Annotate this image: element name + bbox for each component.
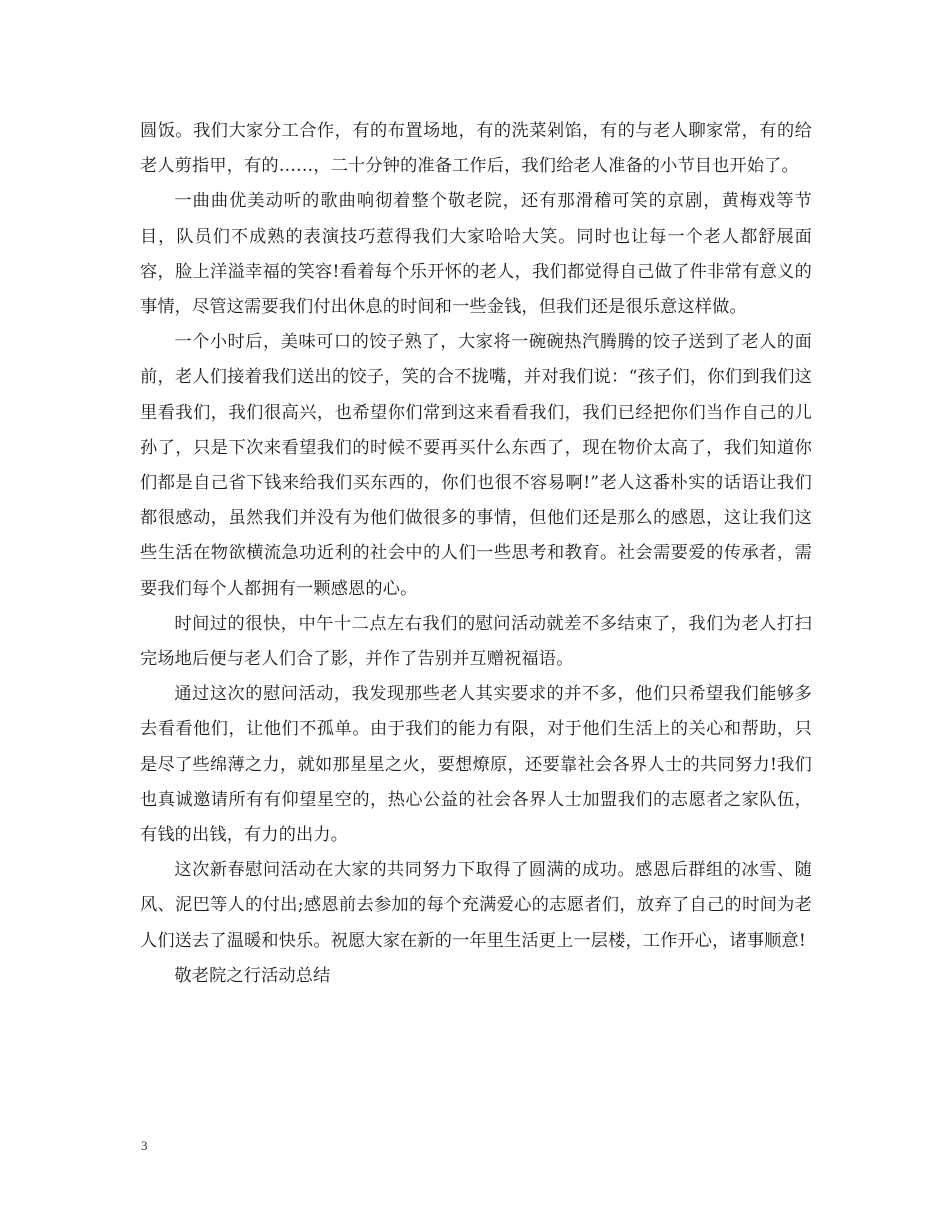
paragraph-dumplings: 一个小时后，美味可口的饺子熟了，大家将一碗碗热汽腾腾的饺子送到了老人的面前，老人们接着我们送出的饺子，笑的合不拢嘴，并对我们说：“孩子们，你们到我们这里看我们，我们很高兴，也希望你们常到这来看看我们，我们已经把你们当作自己的儿孙了，只是下次来看望我们的时候不要再买什么东西了，现在物价太高了，我们知道你们都是自己省下钱来给我们买东西的，你们也很不容易啊!”老人这番朴实的话语让我们都很感动，虽然我们并没有为他们做很多的事情，但他们还是那么的感恩，这让我们这些生活在物欲横流急功近利的社会中的人们一些思考和教育。社会需要爱的传承者，需要我们每个人都拥有一颗感恩的心。	[140, 332, 812, 599]
paragraph-reflection: 通过这次的慰问活动，我发现那些老人其实要求的并不多，他们只希望我们能够多去看看他们，让他们不孤单。由于我们的能力有限，对于他们生活上的关心和帮助，只是尽了些绵薄之力，就如那星星之火，要想燎原，还要靠社会各界人士的共同努力!我们也真诚邀请所有有仰望星空的，热心公益的社会各界人士加盟我们的志愿者之家队伍，有钱的出钱，有力的出力。	[140, 684, 812, 846]
document-body	[140, 114, 812, 994]
paragraph-performance: 一曲曲优美动听的歌曲响彻着整个敬老院，还有那滑稽可笑的京剧，黄梅戏等节目，队员们不成熟的表演技巧惹得我们大家哈哈大笑。同时也让每一个老人都舒展面容，脸上洋溢幸福的笑容!看着每个乐开怀的老人，我们都觉得自己做了件非常有意义的事情，尽管这需要我们付出休息的时间和一些金钱，但我们还是很乐意这样做。	[140, 191, 812, 318]
section-heading: 敬老院之行活动总结	[174, 965, 331, 986]
paragraph-thanks: 这次新春慰问活动在大家的共同努力下取得了圆满的成功。感恩后群组的冰雪、随风、泥巴等人的付出;感恩前去参加的每个充满爱心的志愿者们，放弃了自己的时间为老人们送去了温暖和快乐。祝愿大家在新的一年里生活更上一层楼，工作开心，诸事顺意!	[140, 860, 812, 951]
page-number: 3	[141, 1138, 148, 1153]
paragraph-continued: 圆饭。我们大家分工合作，有的布置场地，有的洗菜剁馅，有的与老人聊家常，有的给老人剪指甲，有的……，二十分钟的准备工作后，我们给老人准备的小节目也开始了。	[140, 121, 812, 177]
paragraph-farewell: 时间过的很快，中午十二点左右我们的慰问活动就差不多结束了，我们为老人打扫完场地后便与老人们合了影，并作了告别并互赠祝福语。	[140, 613, 812, 670]
